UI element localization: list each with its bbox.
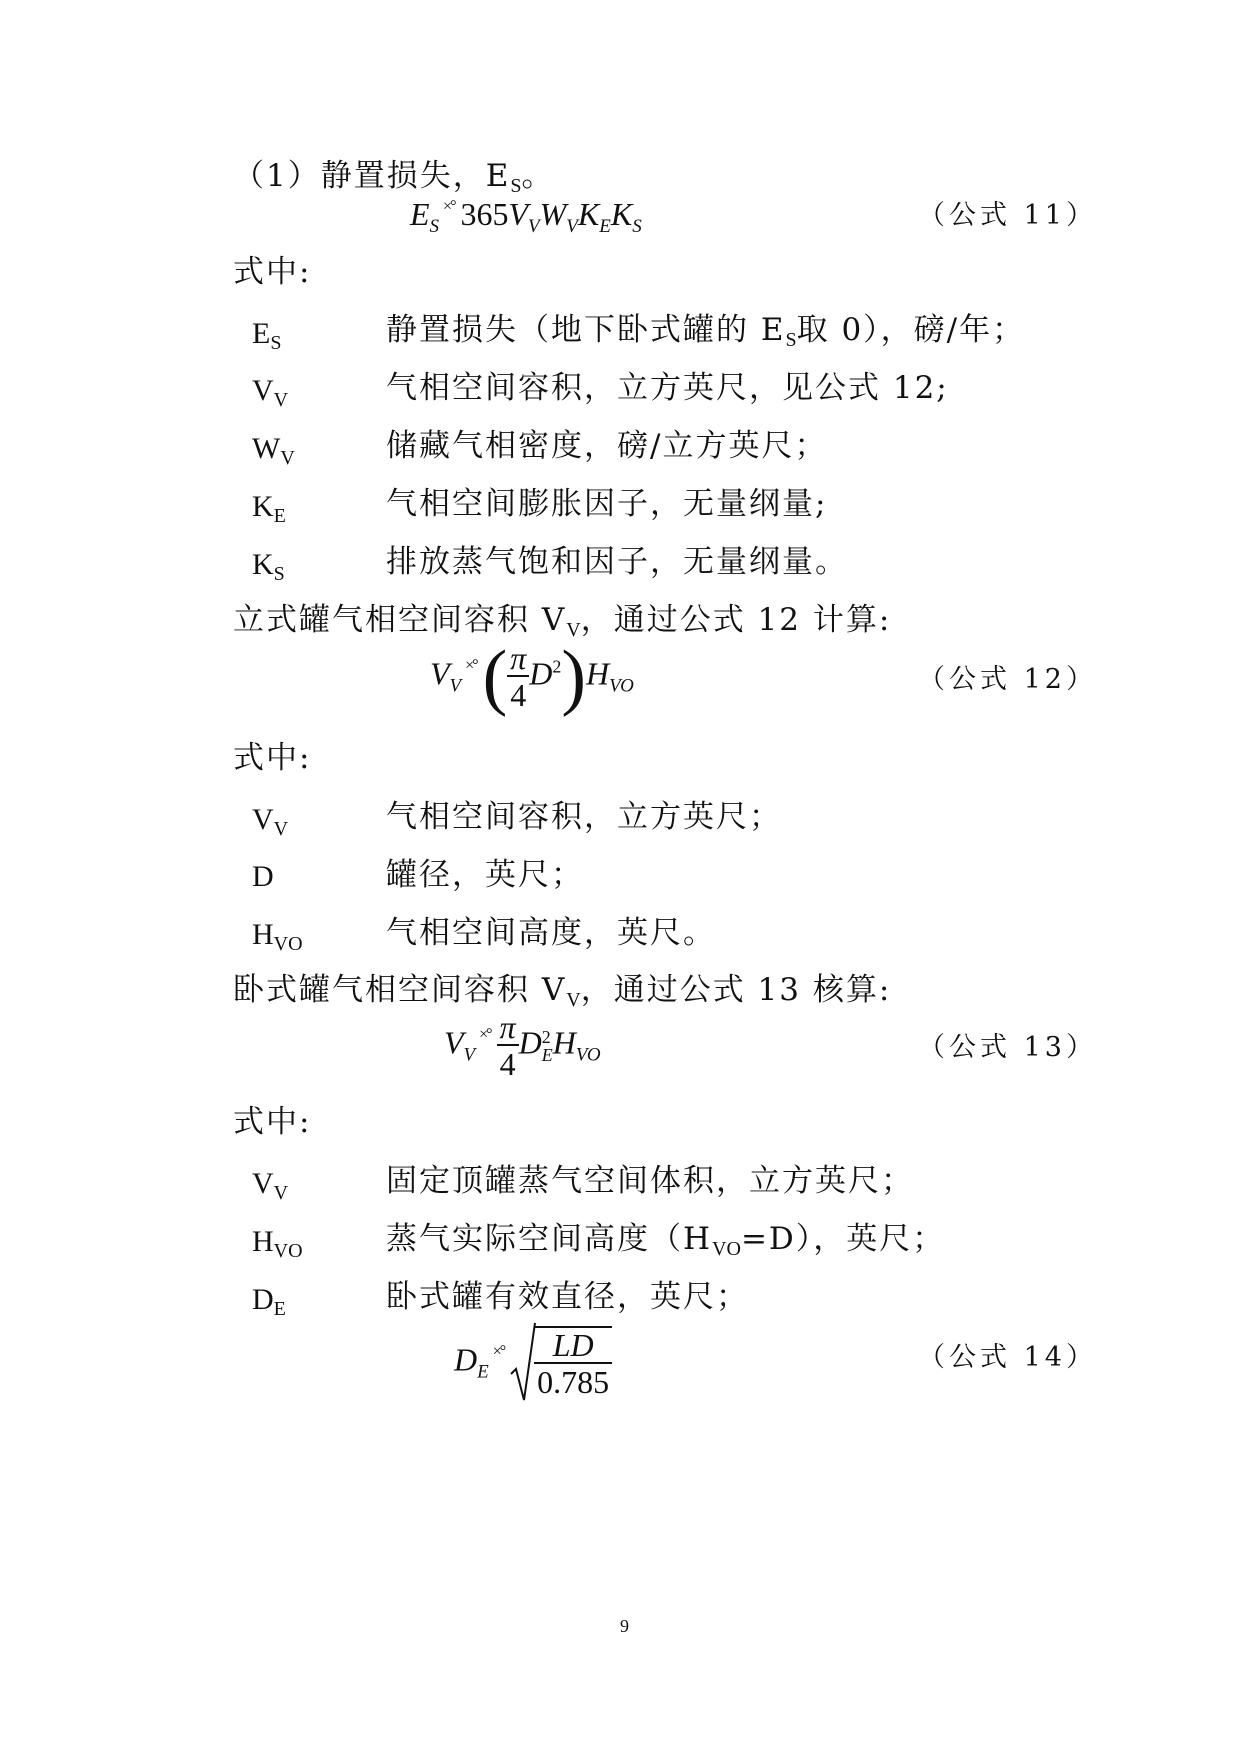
where-label-1: 式中: <box>233 254 312 290</box>
def-text-de: 卧式罐有效直径，英尺； <box>386 1279 749 1315</box>
formula-11: $E_S\times^\circ$ $365V_VW_VK_EK_S$ <box>410 196 642 237</box>
formula-14-label: （公式 14） <box>918 1342 1097 1373</box>
vertical-tank-intro: 立式罐气相空间容积 VV，通过公式 12 计算: <box>233 602 892 641</box>
def-text-vv-2: 气相空间容积，立方英尺； <box>386 799 782 835</box>
def-symbol-vv-3: $V_V$ <box>252 1167 289 1204</box>
def-symbol-hvo: $H_{VO}$ <box>252 918 303 955</box>
def-symbol-ks: $K_S$ <box>252 548 285 585</box>
def-text-vv-3: 固定顶罐蒸气空间体积，立方英尺； <box>386 1163 914 1199</box>
horizontal-tank-intro: 卧式罐气相空间容积 VV，通过公式 13 核算: <box>233 972 892 1011</box>
def-symbol-vv: $V_V$ <box>252 374 289 411</box>
formula-14-fraction: $\frac{LD}{0.785}$ <box>534 1328 612 1400</box>
def-symbol-ke: $K_E$ <box>252 490 286 527</box>
formula-13-fraction: $\frac{\pi}{4}$ <box>497 1010 519 1082</box>
formula-11-label: （公式 11） <box>918 200 1097 231</box>
formula-13-label: （公式 13） <box>918 1032 1097 1063</box>
def-symbol-d: D <box>252 860 274 893</box>
def-text-wv: 储藏气相密度，磅/立方英尺； <box>386 428 828 464</box>
formula-14: $D_E\times^\circ$ $\frac{LD}{0.785}$ <box>454 1322 612 1404</box>
def-symbol-es: $E_S$ <box>252 317 282 354</box>
static-loss-heading: （1）静置损失，ES。 <box>233 158 555 197</box>
def-text-ke: 气相空间膨胀因子，无量纲量; <box>386 486 828 522</box>
def-text-hvo: 气相空间高度，英尺。 <box>386 915 716 951</box>
def-symbol-de: $D_E$ <box>252 1283 286 1320</box>
def-text-d: 罐径，英尺； <box>386 857 584 893</box>
def-text-es: 静置损失（地下卧式罐的 ES取 0），磅/年； <box>386 312 1026 351</box>
where-label-3: 式中: <box>233 1104 312 1140</box>
def-symbol-wv: $W_V$ <box>252 432 295 469</box>
def-symbol-vv-2: $V_V$ <box>252 803 289 840</box>
def-text-ks: 排放蒸气饱和因子，无量纲量。 <box>386 544 848 580</box>
def-symbol-hvo-3: $H_{VO}$ <box>252 1225 303 1262</box>
formula-13: $V_V\times^\circ$ $\frac{\pi}{4}$ D 2 E $H_{VO}$ <box>444 1009 601 1082</box>
formula-12-fraction: $\frac{\pi}{4}$ <box>507 641 529 713</box>
where-label-2: 式中: <box>233 740 312 776</box>
formula-12-label: （公式 12） <box>918 664 1097 695</box>
formula-12: $V_V\times^\circ$( $\frac{\pi}{4}$ $D^2)H_{VO}$ <box>430 636 634 718</box>
def-text-vv: 气相空间容积，立方英尺，见公式 12; <box>386 370 949 406</box>
page-number: 9 <box>620 1616 629 1636</box>
square-root-sign <box>510 1322 536 1404</box>
def-text-hvo-3: 蒸气实际空间高度（HVO=D），英尺； <box>386 1221 946 1260</box>
